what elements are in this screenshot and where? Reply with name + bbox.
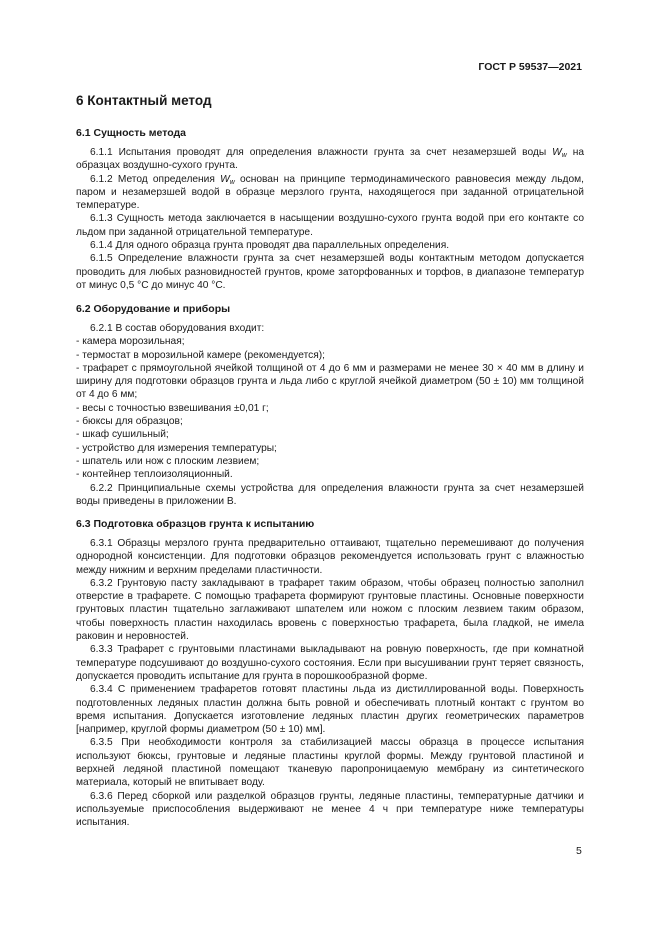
section-6-1-body <box>76 146 584 292</box>
paragraph-6-1-2-text: 6.1.2 Метод определения <box>90 173 221 185</box>
list-item: - трафарет с прямоугольной ячейкой толщиной от 4 до 6 мм и размерами не менее 30 × 40 мм в длину и ширину для подготовки образцов грунта и льда либо с круглой ячейкой диаметром (50 ± 10) мм толщиной от 4 до 6 мм; <box>76 362 584 401</box>
section-6-2-body <box>76 322 584 508</box>
paragraph-6-2-1: 6.2.1 В состав оборудования входит: <box>90 323 265 334</box>
paragraph-6-1-1 <box>76 146 584 173</box>
symbol-w <box>552 147 567 158</box>
paragraph-6-3-5: 6.3.5 При необходимости контроля за стабилизацией массы образца в процессе испытания используют бюксы, грунтовые и ледяные пластины круглой формы. Между грунтовой пластиной и верхней ледяной пластиной помещают тканевую паропроницаемую мембрану из синтетического материала, который не впитывает воду. <box>76 737 584 789</box>
paragraph-6-1-1-text: 6.1.1 Испытания проводят для определения влажности грунта за счет незамерзшей воды <box>90 147 553 158</box>
symbol-w-subscript: w <box>561 152 567 159</box>
paragraph-6-2-2: 6.2.2 Принципиальные схемы устройства для определения влажности грунта за счет незамерзшей воды приведены в приложении В. <box>76 482 584 507</box>
list-item: - термостат в морозильной камере (рекомендуется); <box>76 349 325 361</box>
section-6-3-body <box>76 537 584 830</box>
list-item: - камера морозильная; <box>76 336 185 348</box>
section-6-2 <box>76 303 584 315</box>
page-number: 5 <box>576 845 582 857</box>
symbol-w-2 <box>220 174 235 185</box>
subsection-title-6-2: 6.2 Оборудование и приборы <box>76 303 231 315</box>
paragraph-6-3-1: 6.3.1 Образцы мерзлого грунта предварительно оттаивают, тщательно перемешивают до получения однородной консистенции. Для подготовки образцов рекомендуется использовать грунт с влажностью между нижним и верхним пределами пластичности. <box>76 538 584 576</box>
paragraph-6-1-1-tail: на образцах воздушно-сухого грунта. <box>76 147 584 172</box>
list-item: - контейнер теплоизоляционный. <box>76 469 233 481</box>
subsection-title-6-1: 6.1 Сущность метода <box>76 127 187 139</box>
paragraph-6-1-3: 6.1.3 Сущность метода заключается в насыщении воздушно-сухого грунта водой при его контакте со льдом при заданной отрицательной температуре. <box>76 213 584 238</box>
list-item: - бюксы для образцов; <box>76 416 183 428</box>
symbol-w-2-subscript: w <box>229 178 235 186</box>
paragraph-6-1-2-tail: основан на принципе термодинамического равновесия между льдом, паром и незамерзшей водой в образце мерзлого грунта, находящегося при заданной отрицательной температуре. <box>76 173 584 212</box>
symbol-w-2-letter: W <box>220 173 230 185</box>
list-item: - устройство для измерения температуры; <box>76 442 277 454</box>
section-6-1 <box>76 127 584 139</box>
list-item: - весы с точностью взвешивания ±0,01 г; <box>76 402 269 414</box>
list-item: - шкаф сушильный; <box>76 429 169 441</box>
paragraph-6-1-2 <box>76 173 584 213</box>
section-6-3 <box>76 518 584 530</box>
paragraph-6-1-4: 6.1.4 Для одного образца грунта проводят два параллельных определения. <box>90 240 450 252</box>
paragraph-6-3-6: 6.3.6 Перед сборкой или разделкой образцов грунты, ледяные пластины, температурные датчики и используемые приспособления выдерживают не менее 4 ч при температуре ниже температуры испытания. <box>76 790 584 829</box>
section-title: 6 Контактный метод <box>76 93 212 108</box>
standard-designation: ГОСТ Р 59537—2021 <box>478 61 582 73</box>
paragraph-6-1-5: 6.1.5 Определение влажности грунта за счет незамерзшей воды контактным методом допускается проводить для любых разновидностей грунтов, кроме заторфованных и торфов, в диапазоне температур от минус 0,5 °С до минус 40 °С. <box>76 253 584 291</box>
paragraph-6-3-2: 6.3.2 Грунтовую пасту закладывают в трафарет таким образом, чтобы образец полностью заполнил отверстие в трафарете. С помощью трафарета формируют грунтовые пластины. Основные поверхности грунтовых пластин тщательно заглаживают шпателем или ножом с плоским лезвием таким образом, чтобы поверхность пластин находилась вровень с поверхностью трафарета, была гладкой, не имела раковин и неровностей. <box>76 577 584 643</box>
paragraph-6-3-3: 6.3.3 Трафарет с грунтовыми пластинами выкладывают на ровную поверхность, где при комнатной температуре подсушивают до воздушно-сухого состояния. Если при высушивании грунт теряет связность, допускается проводить испытание для грунта в порошкообразной форме. <box>76 644 584 682</box>
symbol-w-letter: W <box>552 147 562 158</box>
paragraph-6-3-4: 6.3.4 С применением трафаретов готовят пластины льда из дистиллированной воды. Поверхность подготовленных ледяных пластин должна быть ровной и обеспечивать плотный контакт с грунтом во время испытания. Допускается изготовление ледяных пластин других геометрических параметров [например, круглой формы диаметром (50 ± 10) мм]. <box>76 684 584 736</box>
subsection-title-6-3: 6.3 Подготовка образцов грунта к испытанию <box>76 518 315 530</box>
list-item: - шпатель или нож с плоским лезвием; <box>76 455 260 467</box>
